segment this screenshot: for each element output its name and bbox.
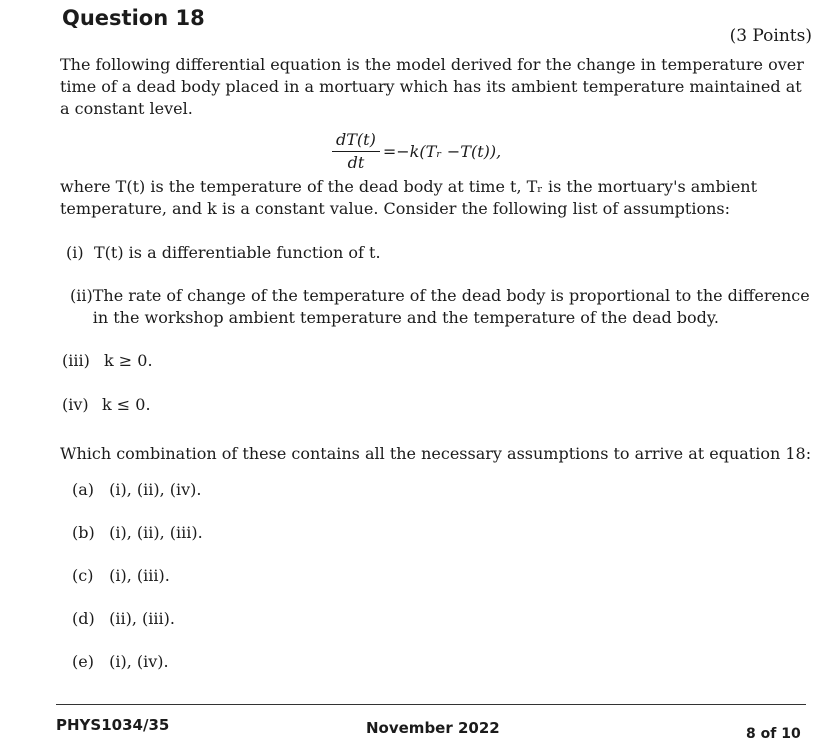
option-text: (i), (iii).	[109, 566, 170, 585]
assumption-item	[66, 242, 381, 264]
option-text: (ii), (iii).	[109, 609, 175, 628]
assumption-label: (iii)	[62, 351, 90, 370]
answer-option-e[interactable]	[72, 652, 169, 671]
equation-fraction	[332, 130, 380, 172]
page-number: 8 of 10	[746, 726, 801, 742]
assumption-item	[62, 350, 153, 372]
assumption-label: (iv)	[62, 395, 89, 414]
exam-date: November 2022	[366, 719, 500, 737]
question-title: Question 18	[62, 6, 205, 30]
equation-numerator: dT(t)	[332, 130, 380, 152]
answer-option-d[interactable]	[72, 609, 175, 628]
assumption-label: (ii)	[70, 286, 93, 305]
option-label: (d)	[72, 609, 95, 628]
equation-denominator: dt	[347, 153, 365, 172]
assumption-item	[70, 285, 815, 329]
option-label: (c)	[72, 566, 94, 585]
option-label: (b)	[72, 523, 95, 542]
answer-option-b[interactable]	[72, 523, 203, 542]
assumption-label: (i)	[66, 243, 84, 262]
answer-option-a[interactable]	[72, 480, 201, 499]
option-label: (e)	[72, 652, 94, 671]
question-points: (3 Points)	[729, 26, 812, 46]
assumption-text: The rate of change of the temperature of the dead body is proportional to the difference in the workshop ambient temperature and the temperature of the dead body.	[92, 286, 810, 327]
intro-paragraph: The following differential equation is the model derived for the change in temperature over time of a dead body placed in a mortuary which has its ambient temperature maintained at a constant level.	[60, 55, 804, 118]
answer-option-c[interactable]	[72, 566, 170, 585]
assumption-text: k ≥ 0.	[104, 351, 153, 370]
footer-divider	[56, 704, 806, 705]
option-text: (i), (ii), (iv).	[109, 480, 202, 499]
assumption-text: T(t) is a differentiable function of t.	[94, 243, 381, 262]
differential-equation	[332, 130, 501, 172]
course-code: PHYS1034/35	[56, 716, 170, 734]
option-text: (i), (iv).	[109, 652, 169, 671]
assumption-item	[62, 394, 151, 416]
option-label: (a)	[72, 480, 95, 499]
equation-rhs: =−k(Tᵣ −T(t)),	[382, 141, 502, 161]
description-paragraph: where T(t) is the temperature of the dead body at time t, Tᵣ is the mortuary's ambient temperature, and k is a constant value. Consider the following list of assumptions:	[60, 177, 758, 218]
question-prompt: Which combination of these contains all the necessary assumptions to arrive at equation 18:	[60, 444, 812, 463]
assumption-text: k ≤ 0.	[102, 395, 151, 414]
option-text: (i), (ii), (iii).	[109, 523, 203, 542]
